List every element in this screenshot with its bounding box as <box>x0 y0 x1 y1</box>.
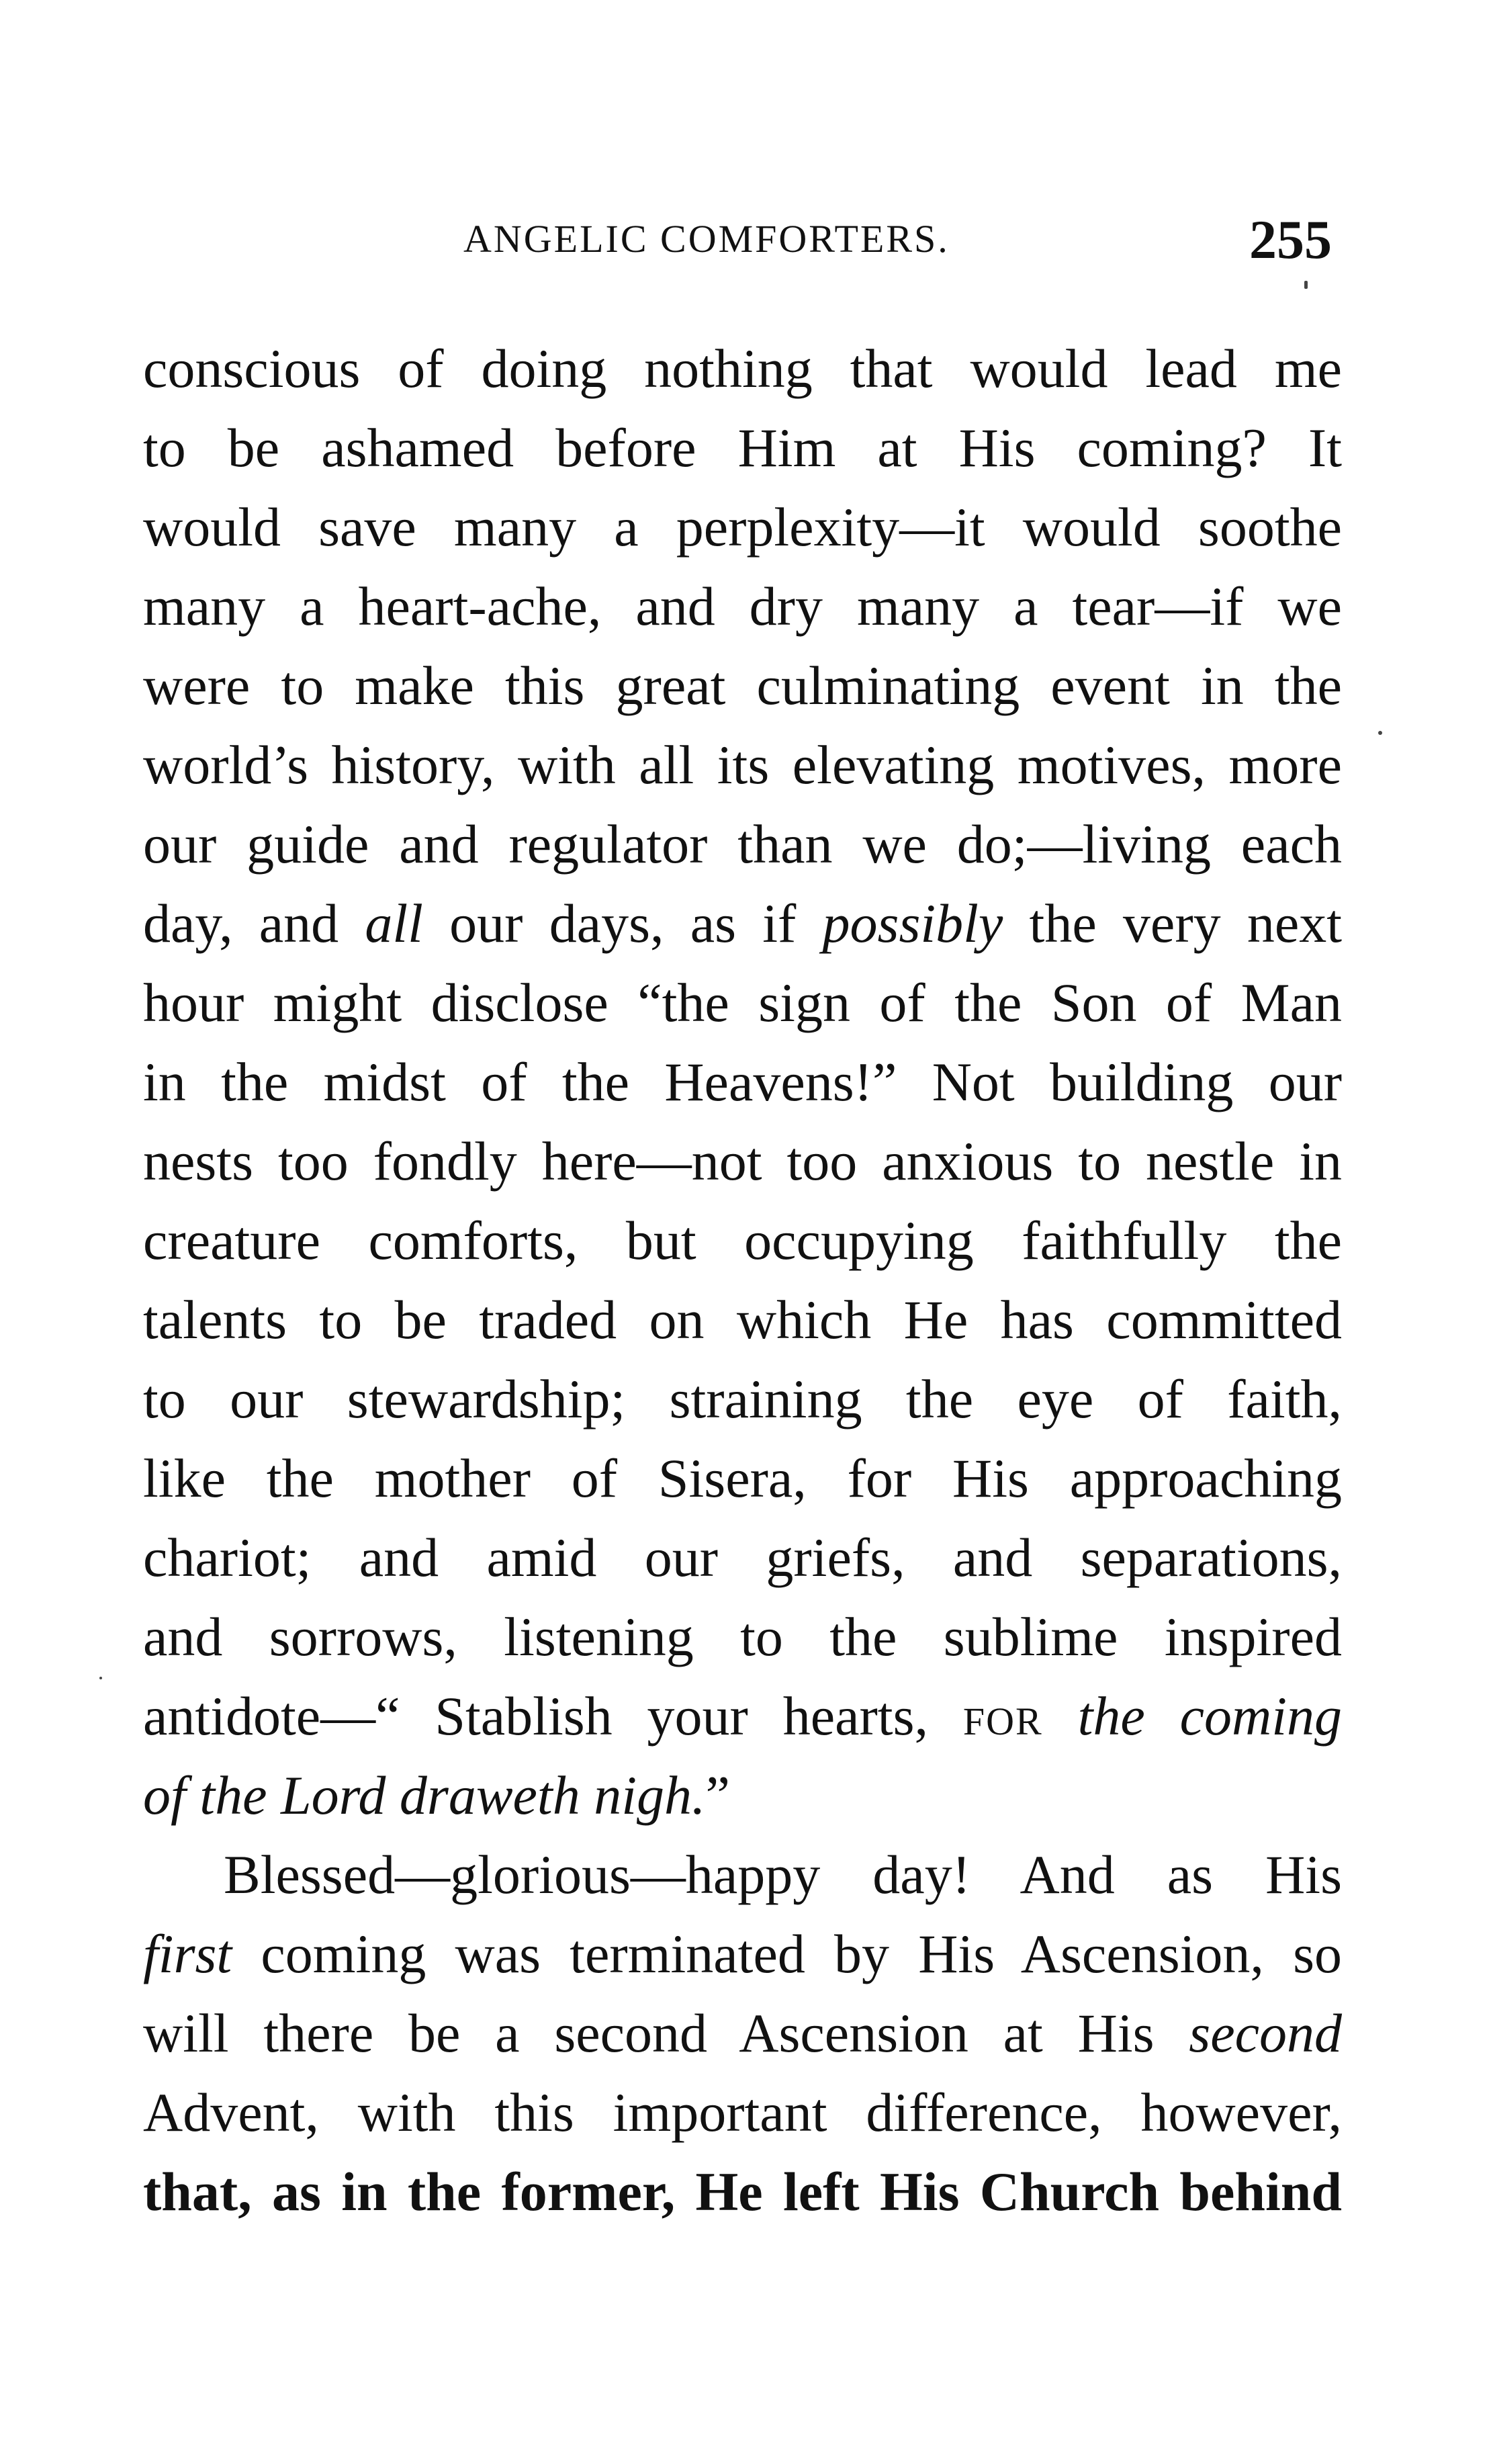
print-speck <box>1304 281 1308 289</box>
text-line: to be ashamed before Him at His coming? It <box>143 417 1342 478</box>
italic-word: second <box>1189 2003 1342 2064</box>
text-run: day, and <box>143 893 365 954</box>
text-line: and sorrows, listening to the sublime inspired <box>143 1606 1342 1667</box>
print-speck <box>99 1677 102 1679</box>
print-speck <box>1378 731 1382 735</box>
text-line: talents to be traded on which He has committed <box>143 1289 1342 1350</box>
text-run: will there be a second Ascension at His <box>143 2003 1189 2064</box>
text-line: world’s history, with all its elevating motives, more <box>143 734 1342 795</box>
text-line: to our stewardship; straining the eye of faith, <box>143 1368 1342 1429</box>
text-run <box>1043 1685 1078 1747</box>
text-line: like the mother of Sisera, for His approaching <box>143 1448 1342 1509</box>
text-line <box>143 1756 1342 1835</box>
text-line: were to make this great culminating event in the <box>143 655 1342 716</box>
text-line: conscious of doing nothing that would lead me <box>143 338 1342 399</box>
text-run: ” <box>705 1765 730 1826</box>
italic-phrase: of the Lord draweth nigh. <box>143 1765 706 1826</box>
paragraph-first-line: Blessed—glorious—happy day! And as His <box>224 1844 1342 1905</box>
text-line: our guide and regulator than we do;—living each <box>143 813 1342 875</box>
text-line: many a heart-ache, and dry many a tear—if we <box>143 576 1342 637</box>
text-line: that, as in the former, He left His Church behind <box>143 2161 1342 2222</box>
italic-word: first <box>143 1923 232 1984</box>
text-run: coming was terminated by His Ascension, so <box>232 1923 1342 1984</box>
running-head-title: ANGELIC COMFORTERS. <box>463 217 950 261</box>
text-line: in the midst of the Heavens!” Not building our <box>143 1051 1342 1112</box>
text-line: hour might disclose “the sign of the Son of Man <box>143 972 1342 1033</box>
text-line: chariot; and amid our griefs, and separations, <box>143 1527 1342 1588</box>
italic-word: all <box>365 893 423 954</box>
text-line <box>143 1915 1342 1994</box>
text-line <box>143 1677 1342 1756</box>
text-line: creature comforts, but occupying faithfully the <box>143 1210 1342 1271</box>
text-line: Advent, with this important difference, however, <box>143 2082 1342 2143</box>
body-text <box>143 329 1342 2232</box>
italic-word: possibly <box>822 893 1003 954</box>
text-line: nests too fondly here—not too anxious to nestle in <box>143 1131 1342 1192</box>
small-caps-word: FOR <box>962 1700 1043 1743</box>
text-line <box>143 1994 1342 2073</box>
text-line <box>143 884 1342 963</box>
text-run: the very next <box>1003 893 1343 954</box>
page-number: 255 <box>1249 209 1332 270</box>
text-run: antidote—“ Stablish your hearts, <box>143 1685 963 1747</box>
italic-phrase: the coming <box>1077 1685 1343 1747</box>
text-run: our days, as if <box>422 893 823 954</box>
text-line: would save many a perplexity—it would soothe <box>143 496 1342 558</box>
